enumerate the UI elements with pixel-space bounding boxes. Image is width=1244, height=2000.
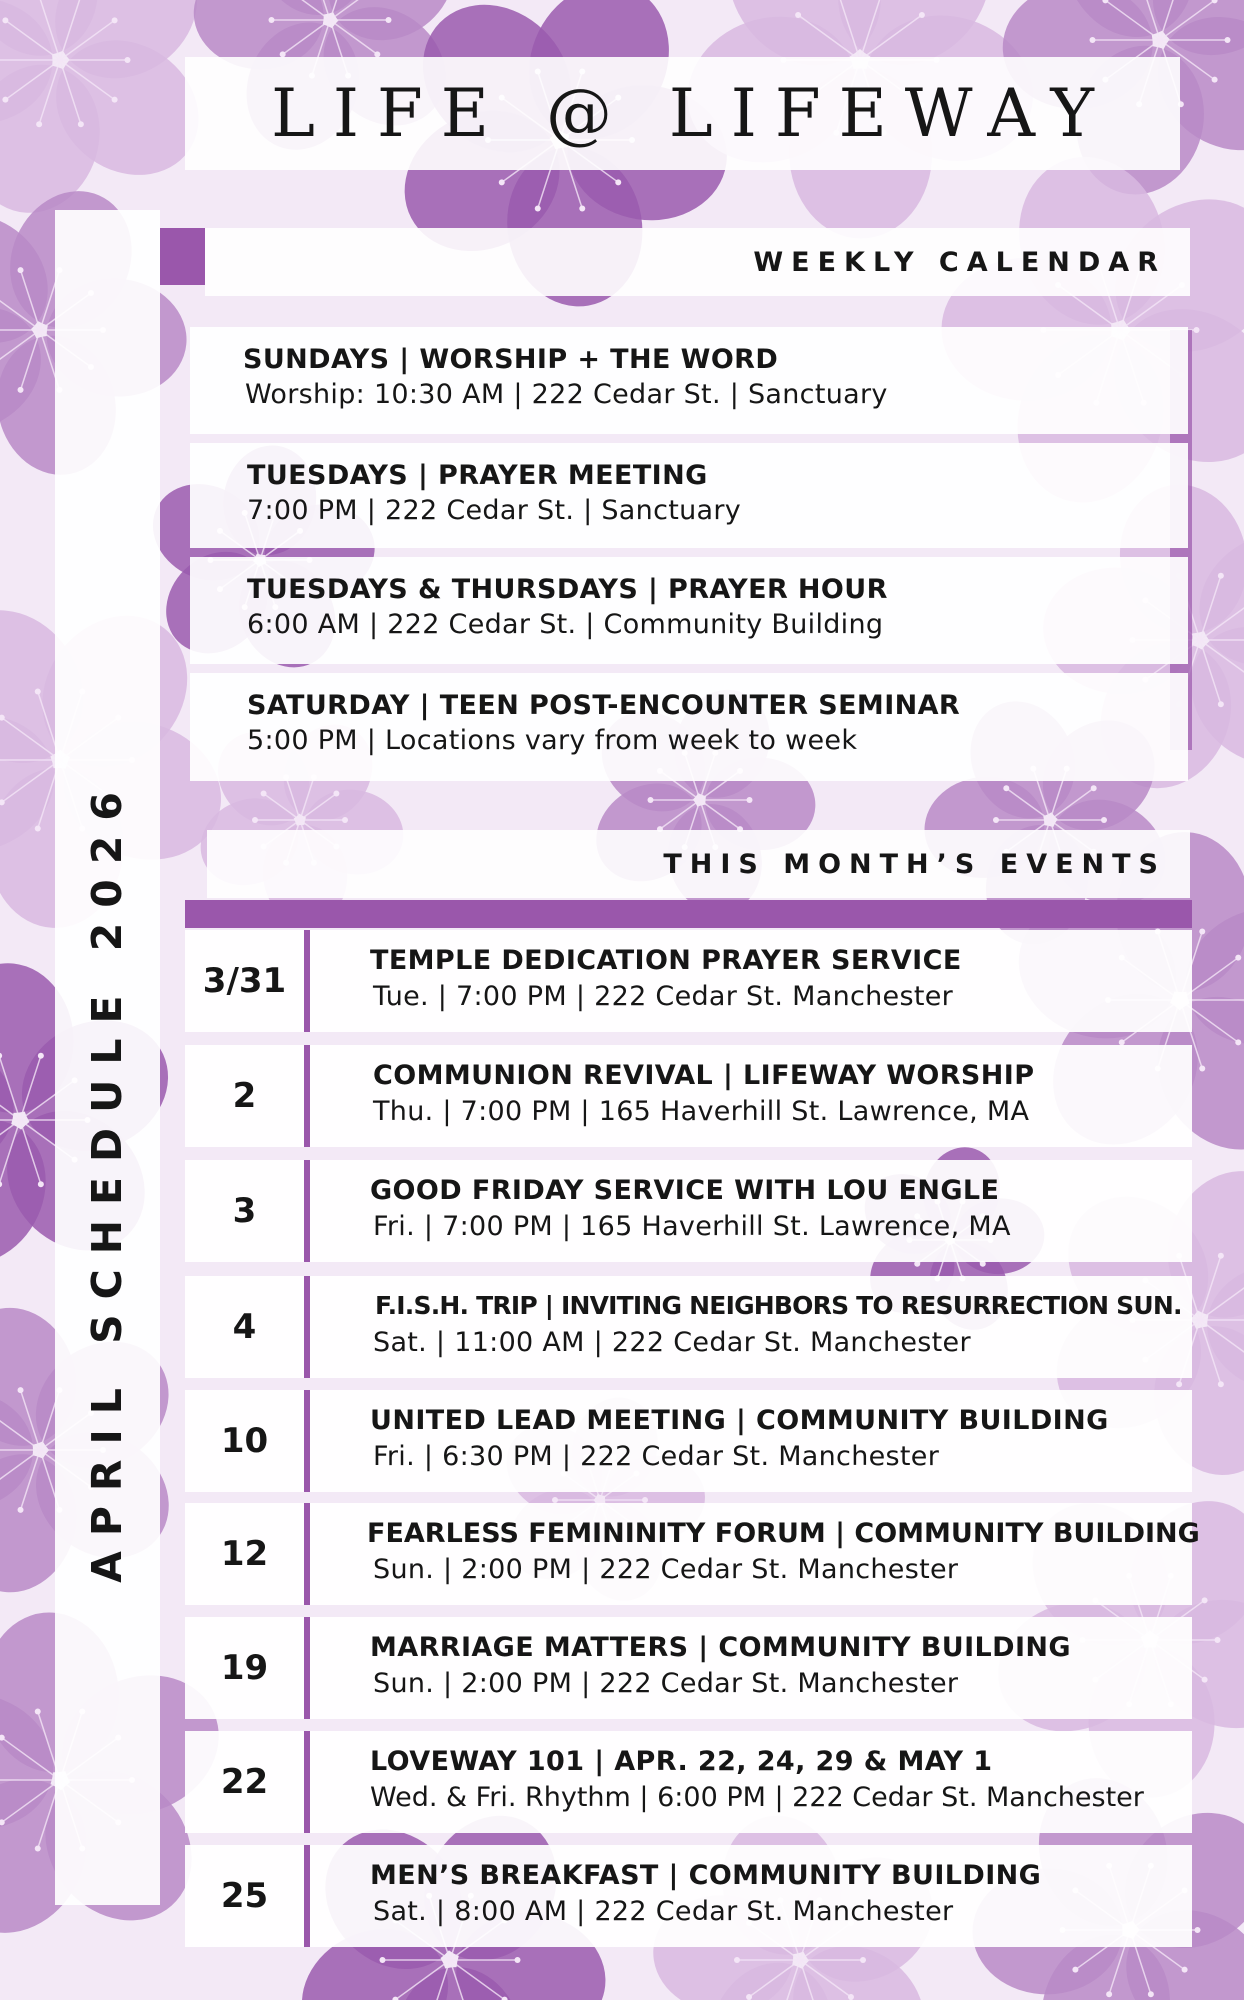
event-date: 2 (185, 1045, 310, 1147)
event-title: COMMUNION REVIVAL | LIFEWAY WORSHIP (373, 1060, 1035, 1091)
event-row (185, 930, 1192, 1032)
event-title: F.I.S.H. TRIP | INVITING NEIGHBORS TO RESURRECTION SUN. (375, 1291, 1182, 1320)
event-title: GOOD FRIDAY SERVICE WITH LOU ENGLE (370, 1175, 1000, 1206)
event-title: MEN’S BREAKFAST | COMMUNITY BUILDING (370, 1860, 1042, 1891)
weekly-item-title: TUESDAYS | PRAYER MEETING (247, 460, 708, 491)
weekly-item (190, 673, 1188, 781)
event-detail: Fri. | 6:30 PM | 222 Cedar St. Manchester (373, 1441, 940, 1472)
events-accent-bar (185, 900, 1192, 928)
event-title: MARRIAGE MATTERS | COMMUNITY BUILDING (370, 1632, 1071, 1663)
weekly-item-title: SUNDAYS | WORSHIP + THE WORD (243, 344, 779, 375)
event-row (185, 1160, 1192, 1262)
page-title: LIFE @ LIFEWAY (271, 75, 1112, 152)
event-detail: Wed. & Fri. Rhythm | 6:00 PM | 222 Cedar St. Manchester (370, 1782, 1144, 1813)
event-row (185, 1617, 1192, 1719)
event-detail: Sat. | 11:00 AM | 222 Cedar St. Manchester (373, 1327, 971, 1358)
weekly-item-detail: 7:00 PM | 222 Cedar St. | Sanctuary (247, 495, 742, 526)
event-detail: Thu. | 7:00 PM | 165 Haverhill St. Lawrence, MA (373, 1096, 1030, 1127)
events-heading (207, 830, 1190, 898)
weekly-item-title: TUESDAYS & THURSDAYS | PRAYER HOUR (247, 574, 888, 605)
weekly-item-detail: 6:00 AM | 222 Cedar St. | Community Building (247, 609, 884, 640)
event-row (185, 1045, 1192, 1147)
event-title: FEARLESS FEMININITY FORUM | COMMUNITY BUILDING (367, 1518, 1200, 1549)
title-banner (185, 57, 1180, 170)
weekly-item-detail: 5:00 PM | Locations vary from week to week (247, 725, 858, 756)
events-heading-text: THIS MONTH’S EVENTS (663, 848, 1166, 880)
weekly-item (190, 443, 1188, 548)
weekly-item (190, 557, 1188, 664)
event-date: 12 (185, 1503, 310, 1605)
event-detail: Sun. | 2:00 PM | 222 Cedar St. Manchester (373, 1554, 959, 1585)
event-detail: Sat. | 8:00 AM | 222 Cedar St. Manchester (373, 1896, 954, 1927)
event-row (185, 1276, 1192, 1378)
event-row (185, 1390, 1192, 1492)
event-title: LOVEWAY 101 | APR. 22, 24, 29 & MAY 1 (370, 1746, 993, 1777)
weekly-item-detail-text: 10:30 AM | 222 Cedar St. | Sanctuary (365, 379, 888, 410)
weekly-item-detail-label: Worship: (245, 379, 366, 410)
side-label: APRIL SCHEDULE 2026 (83, 777, 131, 1583)
event-date: 22 (185, 1731, 310, 1833)
event-date: 3 (185, 1160, 310, 1262)
weekly-item (190, 327, 1188, 434)
event-date: 19 (185, 1617, 310, 1719)
event-row (185, 1731, 1192, 1833)
event-date: 25 (185, 1845, 310, 1947)
event-date: 4 (185, 1276, 310, 1378)
weekly-item-title: SATURDAY | TEEN POST-ENCOUNTER SEMINAR (247, 690, 961, 721)
event-detail: Sun. | 2:00 PM | 222 Cedar St. Manchester (373, 1668, 959, 1699)
weekly-item-detail (245, 379, 888, 410)
event-title: UNITED LEAD MEETING | COMMUNITY BUILDING (370, 1405, 1109, 1436)
event-detail: Tue. | 7:00 PM | 222 Cedar St. Manchester (373, 981, 954, 1012)
weekly-accent-bar (160, 228, 205, 285)
weekly-calendar-heading-text: WEEKLY CALENDAR (753, 246, 1166, 278)
event-detail: Fri. | 7:00 PM | 165 Haverhill St. Lawrence, MA (373, 1211, 1011, 1242)
event-date: 10 (185, 1390, 310, 1492)
event-row (185, 1845, 1192, 1947)
event-row (185, 1503, 1200, 1605)
event-date: 3/31 (185, 930, 310, 1032)
weekly-calendar-heading (205, 228, 1190, 296)
event-title: TEMPLE DEDICATION PRAYER SERVICE (370, 945, 962, 976)
